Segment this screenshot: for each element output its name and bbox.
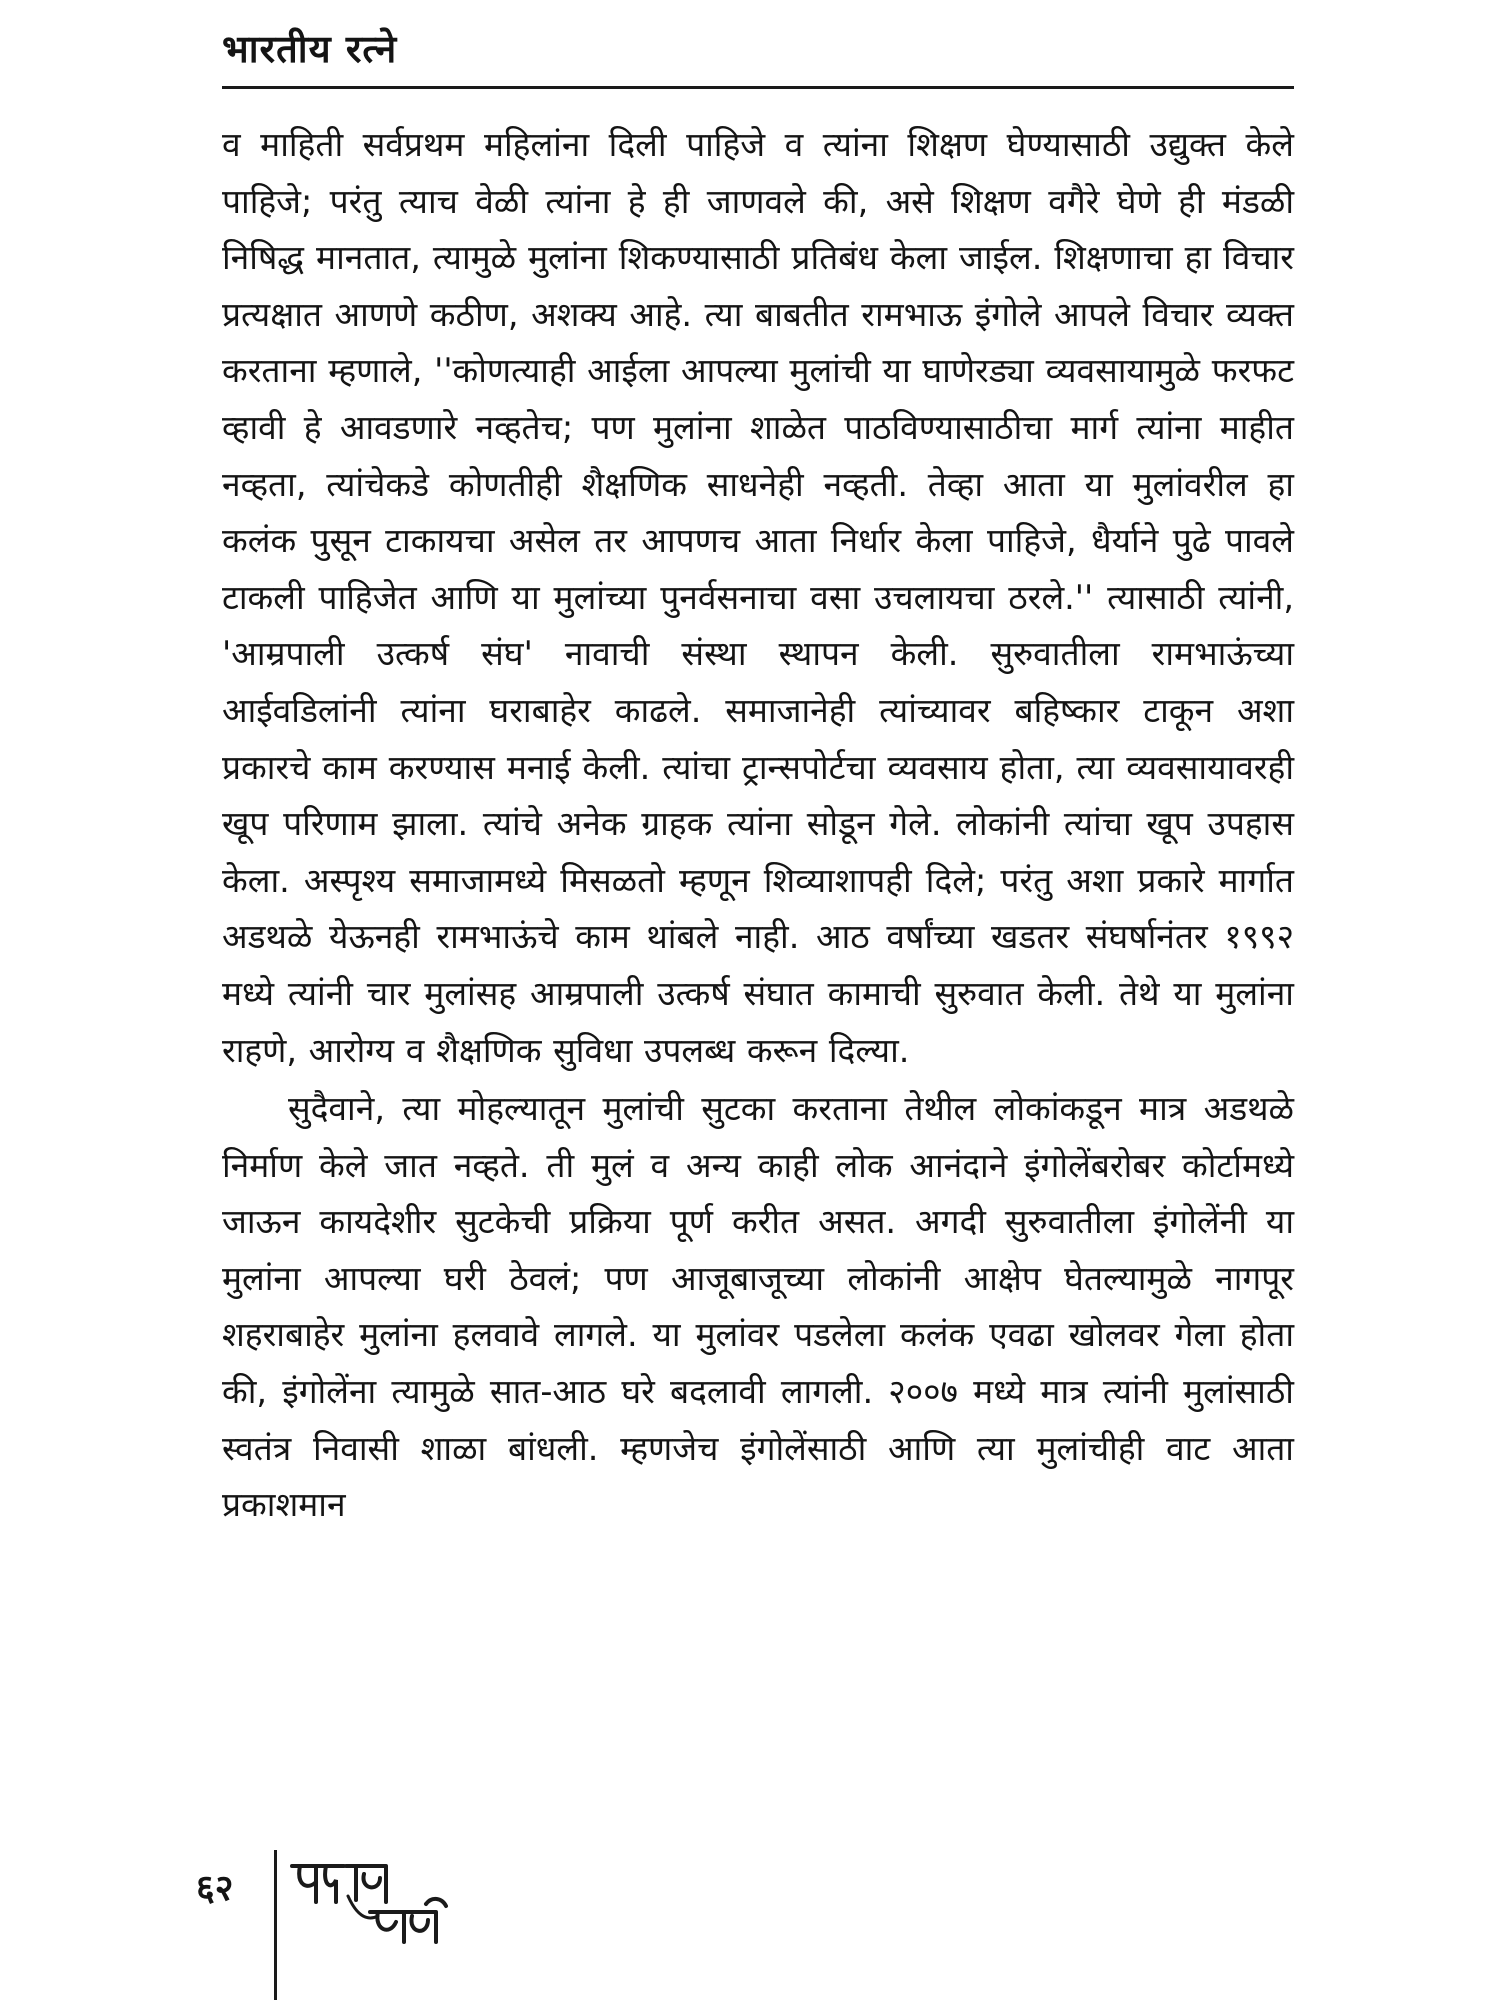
running-header-title: भारतीय रत्ने [222,27,398,71]
book-logo [286,1856,456,1946]
paragraph-2: सुदैवाने, त्या मोहल्यातून मुलांची सुटका करताना तेथील लोकांकडून मात्र अडथळे निर्माण केले जात नव्हते. ती मुलं व अन्य काही लोक आनंदाने इंगोलेंबरोबर कोर्टामध्ये जाऊन कायदेशीर सुटकेची प्रक्रिया पूर्ण करीत असत. अगदी सुरुवातीला इंगोलेंनी या मुलांना आपल्या घरी ठेवलं; पण आजूबाजूच्या लोकांनी आक्षेप घेतल्यामुळे नागपूर शहराबाहेर मुलांना हलवावे लागले. या मुलांवर पडलेला कलंक एवढा खोलवर गेला होता की, इंगोलेंना त्यामुळे सात-आठ घरे बदलावी लागली. २००७ मध्ये मात्र त्यांनी मुलांसाठी स्वतंत्र निवासी शाळा बांधली. म्हणजेच इंगोलेंसाठी आणि त्या मुलांचीही वाट आता प्रकाशमान [222,1089,1294,1525]
page-footer [190,1850,590,2000]
header-rule [222,86,1294,89]
paragraph-1: व माहिती सर्वप्रथम महिलांना दिली पाहिजे व त्यांना शिक्षण घेण्यासाठी उद्युक्त केले पाहिजे; परंतु त्याच वेळी त्यांना हे ही जाणवले की, असे शिक्षण वगैरे घेणे ही मंडळी निषिद्ध मानतात, त्यामुळे मुलांना शिकण्यासाठी प्रतिबंध केला जाईल. शिक्षणाचा हा विचार प्रत्यक्षात आणणे कठीण, अशक्य आहे. त्या बाबतीत रामभाऊ इंगोले आपले विचार व्यक्त करताना म्हणाले, ''कोणत्याही आईला आपल्या मुलांची या घाणेरड्या व्यवसायामुळे फरफट व्हावी हे आवडणारे नव्हतेच; पण मुलांना शाळेत पाठविण्यासाठीचा मार्ग त्यांना माहीत नव्हता, त्यांचेकडे कोणतीही शैक्षणिक साधनेही नव्हती. तेव्हा आता या मुलांवरील हा कलंक पुसून टाकायचा असेल तर आपणच आता निर्धार केला पाहिजे, धैर्याने पुढे पावले टाकली पाहिजेत आणि या मुलांच्या पुनर्वसनाचा वसा उचलायचा ठरले.'' त्यासाठी त्यांनी, 'आम्रपाली उत्कर्ष संघ' नावाची संस्था स्थापन केली. सुरुवातीला रामभाऊंच्या आईवडिलांनी त्यांना घराबाहेर काढले. समाजानेही त्यांच्यावर बहिष्कार टाकून अशा प्रकारचे काम करण्यास मनाई केली. त्यांचा ट्रान्सपोर्टचा व्यवसाय होता, त्या व्यवसायावरही खूप परिणाम झाला. त्यांचे अनेक ग्राहक त्यांना सोडून गेले. लोकांनी त्यांचा खूप उपहास केला. अस्पृश्य समाजामध्ये मिसळतो म्हणून शिव्याशापही दिले; परंतु अशा प्रकारे मार्गात अडथळे येऊनही रामभाऊंचे काम थांबले नाही. आठ वर्षांच्या खडतर संघर्षानंतर १९९२ मध्ये त्यांनी चार मुलांसह आम्रपाली उत्कर्ष संघात कामाची सुरुवात केली. तेथे या मुलांना राहणे, आरोग्य व शैक्षणिक सुविधा उपलब्ध करून दिल्या. [222,125,1294,1070]
footer-divider [274,1850,277,2000]
body-text [222,117,1294,1534]
page-number: ६२ [196,1868,234,1909]
